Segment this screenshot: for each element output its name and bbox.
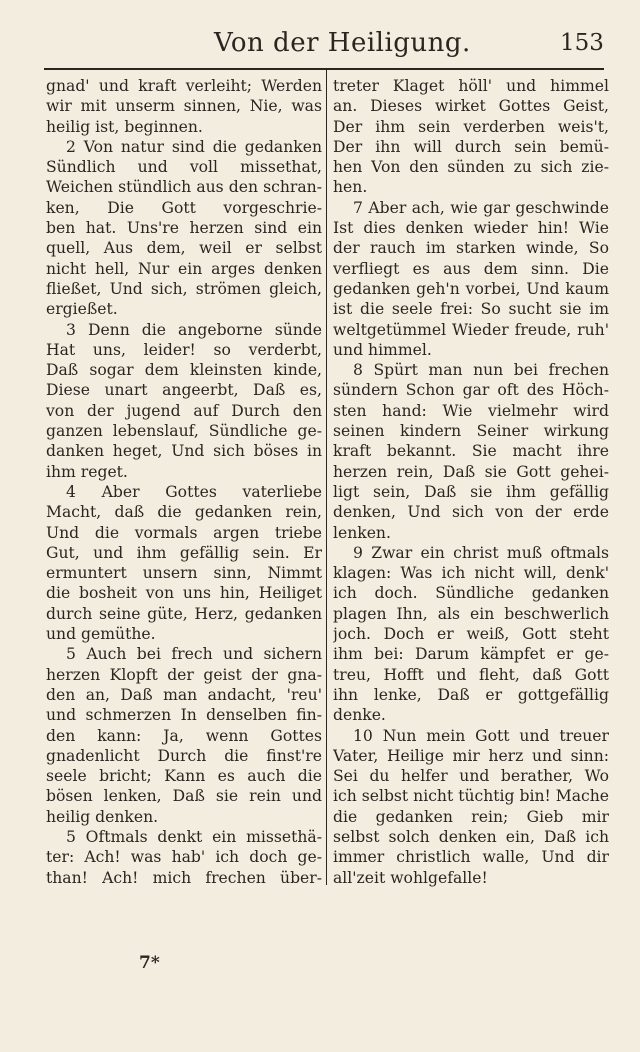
right-column bbox=[333, 76, 609, 888]
text-line: seele bricht; Kann es auch die bbox=[46, 767, 322, 786]
text-line: hen Von den sünden zu sich zie- bbox=[333, 158, 609, 177]
text-line: fließet, Und sich, strömen gleich, bbox=[46, 279, 322, 298]
text-line: an. Dieses wirket Gottes Geist, bbox=[333, 97, 609, 116]
text-line: ich selbst nicht tüchtig bin! Mache bbox=[333, 787, 609, 806]
text-line: und himmel. bbox=[333, 340, 432, 359]
text-line: all'zeit wohlgefalle! bbox=[333, 868, 488, 887]
text-line: herzen rein, Daß sie Gott gehei- bbox=[333, 462, 609, 481]
signature-mark: 7* bbox=[139, 953, 160, 973]
text-line: ligt sein, Daß sie ihm gefällig bbox=[333, 482, 609, 501]
text-line: Sündlich und voll missethat, bbox=[46, 158, 322, 177]
text-line: selbst solch denken ein, Daß ich bbox=[333, 827, 609, 846]
text-line: ihn lenke, Daß er gottgefällig bbox=[333, 685, 609, 704]
text-line: ben hat. Uns're herzen sind ein bbox=[46, 219, 322, 238]
text-line: kraft bekannt. Sie macht ihre bbox=[333, 442, 609, 461]
page-number: 153 bbox=[560, 30, 604, 56]
text-line: Weichen stündlich aus den schran- bbox=[46, 178, 322, 197]
text-line: 7 Aber ach, wie gar geschwinde bbox=[353, 198, 609, 217]
text-line: treu, Hofft und fleht, daß Gott bbox=[333, 665, 609, 684]
text-line: Gut, und ihm gefällig sein. Er bbox=[46, 543, 322, 562]
running-title: Von der Heiligung. bbox=[214, 28, 471, 58]
text-line: immer christlich walle, Und dir bbox=[333, 848, 609, 867]
text-line: seinen kindern Seiner wirkung bbox=[333, 422, 609, 441]
text-line: Hat uns, leider! so verderbt, bbox=[46, 340, 322, 359]
text-line: Daß sogar dem kleinsten kinde, bbox=[46, 361, 322, 380]
text-line: Macht, daß die gedanken rein, bbox=[46, 503, 322, 522]
text-line: 10 Nun mein Gott und treuer bbox=[353, 726, 609, 745]
text-line: gedanken geh'n vorbei, Und kaum bbox=[333, 279, 609, 298]
text-line: treter Klaget höll' und himmel bbox=[333, 77, 609, 95]
text-line: lenken. bbox=[333, 523, 391, 542]
text-line: herzen Klopft der geist der gna- bbox=[46, 665, 322, 684]
text-line: denke. bbox=[333, 706, 386, 725]
text-line: verfliegt es aus dem sinn. Die bbox=[333, 259, 609, 278]
text-line: hen. bbox=[333, 178, 368, 197]
text-line: quell, Aus dem, weil er selbst bbox=[46, 239, 322, 258]
text-line: ergießet. bbox=[46, 300, 118, 319]
text-line: Ist dies denken wieder hin! Wie bbox=[333, 219, 609, 238]
text-line: sten hand: Wie vielmehr wird bbox=[333, 401, 609, 420]
text-line: die gedanken rein; Gieb mir bbox=[333, 807, 609, 826]
text-line: Der ihm sein verderben weis't, bbox=[333, 117, 609, 136]
text-line: heilig ist, beginnen. bbox=[46, 117, 203, 136]
column-divider bbox=[326, 70, 327, 885]
text-line: nicht hell, Nur ein arges denken bbox=[46, 259, 322, 278]
text-line: ganzen lebenslauf, Sündliche ge- bbox=[46, 422, 322, 441]
text-line: 5 Oftmals denkt ein missethä- bbox=[66, 827, 322, 846]
text-line: denken, Und sich von der erde bbox=[333, 503, 609, 522]
text-line: 2 Von natur sind die gedanken bbox=[66, 137, 322, 156]
text-line: die bosheit von uns hin, Heiliget bbox=[46, 584, 322, 603]
text-line: und gemüthe. bbox=[46, 625, 156, 644]
text-line: den kann: Ja, wenn Gottes bbox=[46, 726, 322, 745]
text-line: 9 Zwar ein christ muß oftmals bbox=[353, 543, 609, 562]
text-line: ermuntert unsern sinn, Nimmt bbox=[46, 564, 322, 583]
text-line: sündern Schon gar oft des Höch- bbox=[333, 381, 609, 400]
text-line: heilig denken. bbox=[46, 807, 159, 826]
text-line: ihm bei: Darum kämpfet er ge- bbox=[333, 645, 609, 664]
text-line: ihm reget. bbox=[46, 462, 128, 481]
text-line: der rauch im starken winde, So bbox=[333, 239, 609, 258]
text-line: Diese unart angeerbt, Daß es, bbox=[46, 381, 322, 400]
text-line: plagen Ihn, als ein beschwerlich bbox=[333, 604, 609, 623]
header-rule bbox=[44, 68, 604, 70]
text-line: Und die vormals argen triebe bbox=[46, 523, 322, 542]
text-line: danken heget, Und sich böses in bbox=[46, 442, 322, 461]
text-line: von der jugend auf Durch den bbox=[46, 401, 322, 420]
text-line: 8 Spürt man nun bei frechen bbox=[353, 361, 609, 380]
text-line: weltgetümmel Wieder freude, ruh' bbox=[333, 320, 609, 339]
text-line: joch. Doch er weiß, Gott steht bbox=[333, 625, 609, 644]
text-line: 3 Denn die angeborne sünde bbox=[66, 320, 322, 339]
text-line: 4 Aber Gottes vaterliebe bbox=[66, 482, 322, 501]
text-line: Vater, Heilige mir herz und sinn: bbox=[333, 746, 609, 765]
text-line: durch seine güte, Herz, gedanken bbox=[46, 604, 322, 623]
text-line: ter: Ach! was hab' ich doch ge- bbox=[46, 848, 322, 867]
text-line: ken, Die Gott vorgeschrie- bbox=[46, 198, 322, 217]
text-line: than! Ach! mich frechen über- bbox=[46, 868, 322, 887]
text-line: bösen lenken, Daß sie rein und bbox=[46, 787, 322, 806]
text-line: wir mit unserm sinnen, Nie, was bbox=[46, 97, 322, 116]
text-line: Sei du helfer und berather, Wo bbox=[333, 767, 609, 786]
text-line: ich doch. Sündliche gedanken bbox=[333, 584, 609, 603]
text-line: 5 Auch bei frech und sichern bbox=[66, 645, 322, 664]
text-line: ist die seele frei: So sucht sie im bbox=[333, 300, 609, 319]
text-line: und schmerzen In denselben fin- bbox=[46, 706, 322, 725]
text-line: Der ihn will durch sein bemü- bbox=[333, 137, 609, 156]
text-line: gnadenlicht Durch die finst're bbox=[46, 746, 322, 765]
text-line: gnad' und kraft verleiht; Werden bbox=[46, 77, 322, 95]
text-line: klagen: Was ich nicht will, denk' bbox=[333, 564, 609, 583]
text-line: den an, Daß man andacht, 'reu' bbox=[46, 685, 322, 704]
left-column bbox=[46, 76, 322, 888]
